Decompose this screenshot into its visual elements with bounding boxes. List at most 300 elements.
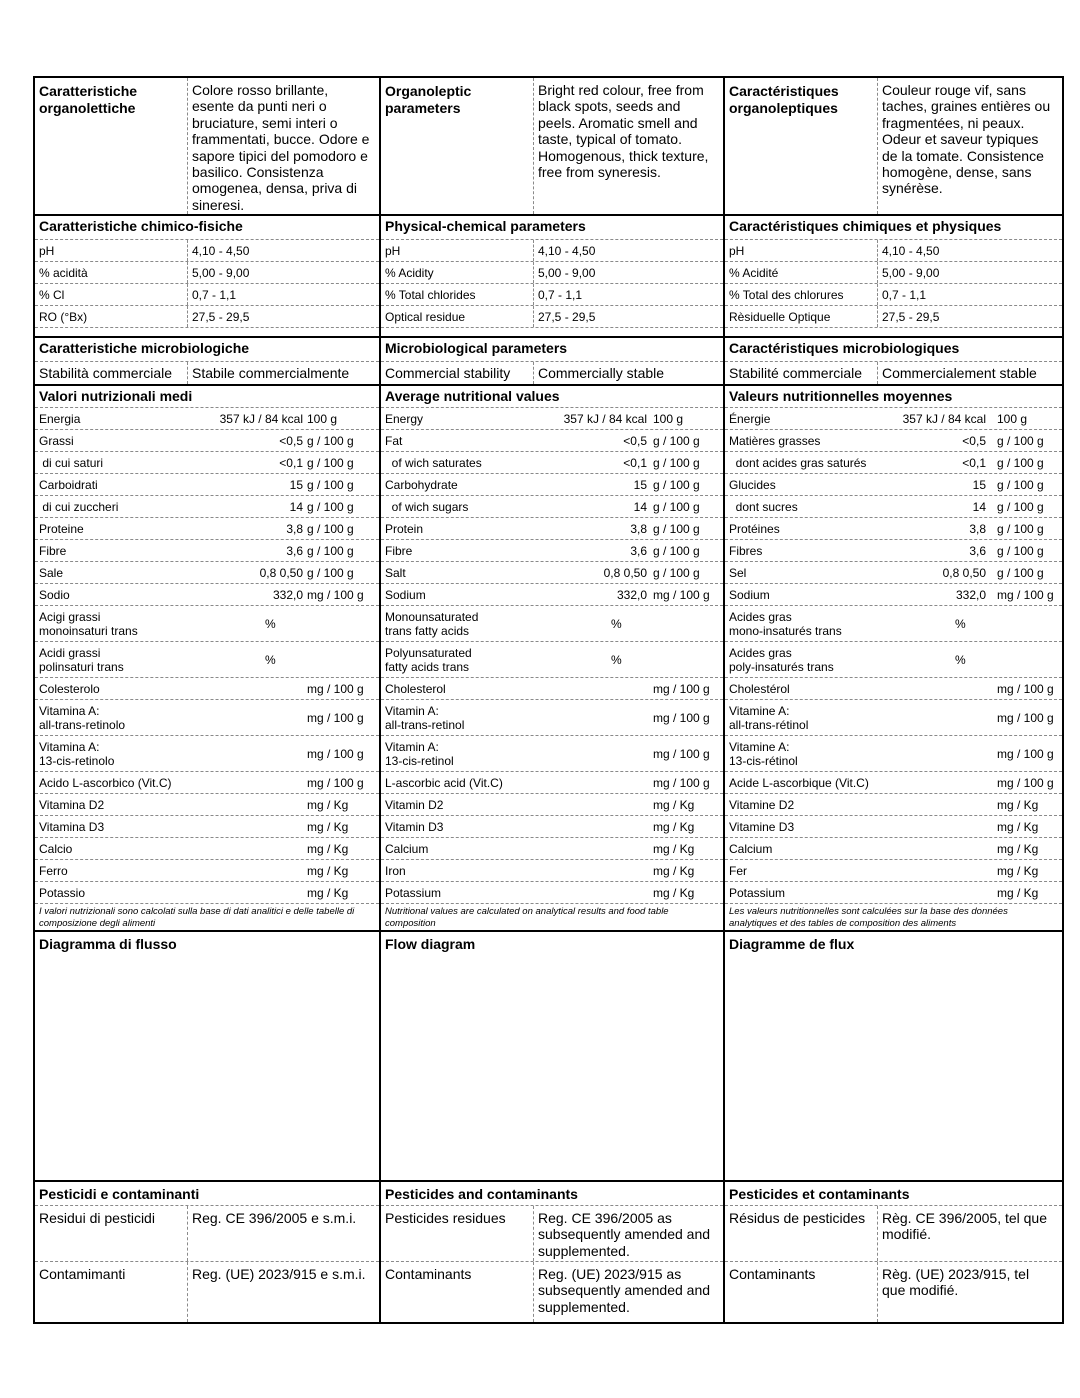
nutrient-label: Fibres — [729, 543, 763, 558]
nutrient-label-line1: Polyunsaturated — [385, 645, 472, 660]
nutrient-label: Vitamina D2 — [39, 797, 105, 812]
nutrient-value: 332,0 — [272, 587, 303, 602]
param-value: Commercially stable — [538, 365, 665, 381]
micro-header — [725, 338, 1062, 362]
param-value: 0,7 - 1,1 — [882, 287, 927, 302]
param-label: % acidità — [39, 265, 88, 280]
nutrition-row — [725, 838, 1062, 860]
section-title: Diagramme de flux — [729, 936, 855, 952]
nutrition-row — [381, 584, 723, 606]
nutrient-value: 3,6 — [630, 543, 647, 558]
nutrient-unit: mg / 100 g — [653, 681, 710, 696]
nutrient-unit: mg / Kg — [307, 819, 349, 834]
nutrient-value: 15 — [633, 477, 647, 492]
nutrient-label: dont sucres — [729, 499, 798, 514]
chem-row — [35, 284, 379, 306]
nutrient-label: Acido L-ascorbico (Vit.C) — [39, 775, 172, 790]
pesticides-row — [35, 1262, 379, 1322]
nutrient-label-line2: 13-cis-rétinol — [729, 753, 798, 768]
nutrient-value: 357 kJ / 84 kcal — [902, 411, 986, 426]
param-value: 5,00 - 9,00 — [538, 265, 596, 280]
nutrient-label: Colesterolo — [39, 681, 100, 696]
nutrition-row — [381, 816, 723, 838]
nutrient-unit: % — [955, 652, 966, 667]
nutrient-unit: % — [955, 616, 966, 631]
flow-diagram-section — [35, 932, 379, 1182]
nutrient-value: 3,6 — [969, 543, 986, 558]
nutrient-label: Protéines — [729, 521, 780, 536]
nutrition-row — [381, 882, 723, 904]
nutrient-value: 14 — [972, 499, 986, 514]
organoleptic-title: Caratteristiche organolettiche — [39, 83, 138, 116]
nutrition-row — [725, 540, 1062, 562]
nutrient-label-line2: all-trans-retinolo — [39, 717, 126, 732]
nutrition-row — [725, 430, 1062, 452]
param-label: Contamimanti — [39, 1266, 126, 1282]
nutrient-label: Vitamin D2 — [385, 797, 444, 812]
chem-row — [381, 284, 723, 306]
nutrient-label: Cholesterol — [385, 681, 446, 696]
nutrient-unit: g / 100 g — [653, 455, 700, 470]
column-en — [379, 78, 723, 1322]
nutrition-row — [381, 474, 723, 496]
nutrition-row — [35, 496, 379, 518]
nutrient-label: Salt — [385, 565, 406, 580]
param-value: Règ. (UE) 2023/915, tel que modifié. — [882, 1266, 1030, 1299]
nutrient-unit: mg / 100 g — [653, 746, 710, 761]
nutrition-row — [35, 474, 379, 496]
organoleptic-section — [725, 78, 1062, 216]
column-it — [35, 78, 379, 1322]
nutrient-unit: 100 g — [997, 411, 1028, 426]
chem-phys-header — [35, 216, 379, 240]
section-title: Pesticides et contaminants — [729, 1186, 910, 1202]
nutrient-value: 357 kJ / 84 kcal — [563, 411, 647, 426]
nutrient-unit: g / 100 g — [653, 433, 700, 448]
nutrient-label: Fat — [385, 433, 403, 448]
param-label: Stabilità commerciale — [39, 365, 173, 381]
param-value: 4,10 - 4,50 — [538, 243, 596, 258]
param-label: Résidus de pesticides — [729, 1210, 866, 1226]
nutrient-value: 3,6 — [286, 543, 303, 558]
nutrient-label-line1: Vitamina A: — [39, 703, 100, 718]
nutrition-row — [35, 408, 379, 430]
nutrition-row — [35, 838, 379, 860]
param-value: 0,7 - 1,1 — [192, 287, 237, 302]
nutrition-row-vitamin — [725, 700, 1062, 736]
nutrient-unit: mg / 100 g — [307, 710, 364, 725]
nutrition-row — [381, 838, 723, 860]
param-value: 27,5 - 29,5 — [882, 309, 940, 324]
micro-row — [35, 362, 379, 386]
param-label: % Acidity — [385, 265, 434, 280]
param-value: Reg. (UE) 2023/915 e s.m.i. — [192, 1266, 366, 1282]
nutrient-unit: mg / Kg — [997, 841, 1039, 856]
flow-diagram-section — [381, 932, 723, 1182]
section-title: Pesticidi e contaminanti — [39, 1186, 200, 1202]
spacer-row — [725, 328, 1062, 338]
pesticides-row — [725, 1206, 1062, 1262]
nutrient-unit: g / 100 g — [653, 543, 700, 558]
pesticides-row — [725, 1262, 1062, 1322]
nutrient-unit: % — [611, 616, 622, 631]
param-label: pH — [385, 243, 401, 258]
pesticides-row — [35, 1206, 379, 1262]
nutrition-row — [381, 540, 723, 562]
section-title: Caratteristiche chimico-fisiche — [39, 218, 243, 234]
nutrition-row — [725, 584, 1062, 606]
pesticides-row — [381, 1262, 723, 1322]
nutrient-label-line2: all-trans-rétinol — [729, 717, 809, 732]
organoleptic-title: Caractéristiques organoleptiques — [729, 83, 839, 116]
chem-row — [381, 306, 723, 328]
nutrient-unit: 100 g — [653, 411, 684, 426]
nutrient-value: <0,1 — [623, 455, 647, 470]
nutrient-unit: mg / Kg — [307, 841, 349, 856]
pesticides-row — [381, 1206, 723, 1262]
nutrition-row-vitamin — [35, 736, 379, 772]
nutrition-row — [35, 882, 379, 904]
nutrient-label: Potassio — [39, 885, 86, 900]
nutrition-row-vitamin — [35, 700, 379, 736]
chem-row — [381, 240, 723, 262]
nutrient-label: Grassi — [39, 433, 74, 448]
nutrient-unit: mg / Kg — [307, 797, 349, 812]
nutrient-unit: g / 100 g — [307, 543, 354, 558]
footnote-text: Les valeurs nutritionnelles sont calculées sur la base des données analytiques et des tables de composition des aliments — [729, 906, 1008, 929]
nutrient-label-line1: Acidi grassi — [39, 645, 101, 660]
micro-row — [381, 362, 723, 386]
section-title: Diagramma di flusso — [39, 936, 177, 952]
nutrition-row — [725, 678, 1062, 700]
param-value: 5,00 - 9,00 — [192, 265, 250, 280]
nutrient-label-line2: polinsaturi trans — [39, 659, 124, 674]
param-label: pH — [729, 243, 745, 258]
nutrient-label: Energy — [385, 411, 424, 426]
chem-row — [35, 240, 379, 262]
nutrition-row — [35, 540, 379, 562]
nutrition-row — [381, 794, 723, 816]
nutrition-row — [725, 496, 1062, 518]
nutrient-label-line2: mono-insaturés trans — [729, 623, 842, 638]
chem-row — [725, 306, 1062, 328]
nutrient-label-line1: Monounsaturated — [385, 609, 479, 624]
pesticides-header — [35, 1182, 379, 1206]
param-value: Commercialement stable — [882, 365, 1037, 381]
nutrient-value: <0,1 — [279, 455, 303, 470]
nutrient-unit: g / 100 g — [307, 433, 354, 448]
nutrition-row — [725, 860, 1062, 882]
nutrient-unit: g / 100 g — [307, 477, 354, 492]
organoleptic-section — [381, 78, 723, 216]
param-label: % Cl — [39, 287, 65, 302]
param-label: Stabilité commerciale — [729, 365, 863, 381]
nutrient-unit: g / 100 g — [307, 455, 354, 470]
nutrient-label: Energia — [39, 411, 81, 426]
section-title: Valeurs nutritionnelles moyennes — [729, 388, 953, 404]
param-value: 27,5 - 29,5 — [538, 309, 596, 324]
nutrient-value: 3,8 — [630, 521, 647, 536]
nutrition-row — [35, 816, 379, 838]
param-label: % Acidité — [729, 265, 779, 280]
nutrient-unit: g / 100 g — [997, 455, 1044, 470]
nutrient-unit: mg / Kg — [307, 863, 349, 878]
organoleptic-text: Colore rosso brillante, esente da punti neri o bruciature, semi interi o frammentati, bucce. Odore e sapore tipici del pomodoro e basilico. Consistenza omogenea, densa, priva di sineresi. — [192, 82, 370, 213]
nutrition-row — [381, 562, 723, 584]
nutrient-value: 3,8 — [286, 521, 303, 536]
section-title: Caratteristiche microbiologiche — [39, 340, 250, 356]
nutrient-label: Sodium — [729, 587, 770, 602]
spacer-row — [381, 328, 723, 338]
nutrient-label: Calcium — [729, 841, 773, 856]
nutrition-row-trans — [35, 642, 379, 678]
nutrient-label: L-ascorbic acid (Vit.C) — [385, 775, 503, 790]
nutrient-label: Calcium — [385, 841, 429, 856]
nutrition-row — [35, 678, 379, 700]
nutrient-label-line1: Vitamina A: — [39, 739, 100, 754]
nutrient-unit: g / 100 g — [997, 565, 1044, 580]
chem-row — [381, 262, 723, 284]
nutrient-unit: g / 100 g — [307, 521, 354, 536]
column-fr — [723, 78, 1062, 1322]
nutrition-row — [35, 430, 379, 452]
nutrition-note — [725, 904, 1062, 932]
nutrient-label: Potassium — [385, 885, 442, 900]
param-label: % Total des chlorures — [729, 287, 844, 302]
param-value: Stabile commercialmente — [192, 365, 350, 381]
nutrient-label-line1: Vitamine A: — [729, 703, 790, 718]
nutrient-label: Sel — [729, 565, 747, 580]
param-value: 0,7 - 1,1 — [538, 287, 583, 302]
nutrient-label: Vitamine D2 — [729, 797, 795, 812]
nutrient-value: <0,1 — [962, 455, 986, 470]
nutrient-unit: mg / 100 g — [653, 710, 710, 725]
nutrient-unit: g / 100 g — [997, 499, 1044, 514]
param-value: Reg. CE 396/2005 e s.m.i. — [192, 1210, 357, 1226]
chem-row — [725, 240, 1062, 262]
nutrient-value: 357 kJ / 84 kcal — [219, 411, 303, 426]
nutrition-row-trans — [725, 606, 1062, 642]
nutrient-label: di cui zuccheri — [39, 499, 119, 514]
nutrient-label: Protein — [385, 521, 424, 536]
nutrient-unit: g / 100 g — [997, 477, 1044, 492]
nutrient-label: Matières grasses — [729, 433, 821, 448]
param-label: % Total chlorides — [385, 287, 476, 302]
nutrient-label: of wich saturates — [385, 455, 482, 470]
nutrition-row — [381, 678, 723, 700]
organoleptic-text: Bright red colour, free from black spots, seeds and peels. Aromatic smell and taste, typical of tomato. Homogenous, thick texture, free from syneresis. — [538, 82, 709, 181]
nutrient-unit: g / 100 g — [997, 543, 1044, 558]
chem-row — [725, 262, 1062, 284]
param-label: Pesticides residues — [385, 1210, 506, 1226]
nutrition-row — [725, 816, 1062, 838]
nutrition-row — [35, 452, 379, 474]
nutrient-unit: mg / Kg — [653, 841, 695, 856]
nutrient-label: Calcio — [39, 841, 73, 856]
nutrient-label: Potassium — [729, 885, 786, 900]
nutrient-value: 332,0 — [955, 587, 986, 602]
chem-phys-header — [725, 216, 1062, 240]
micro-header — [381, 338, 723, 362]
param-label: Contaminants — [385, 1266, 472, 1282]
nutrition-header — [35, 386, 379, 408]
nutrient-label: Ferro — [39, 863, 68, 878]
nutrition-row — [381, 496, 723, 518]
section-title: Valori nutrizionali medi — [39, 388, 193, 404]
nutrient-label-line1: Acides gras — [729, 645, 792, 660]
nutrient-unit: g / 100 g — [307, 565, 354, 580]
nutrient-unit: % — [265, 652, 276, 667]
nutrient-label: Vitamin D3 — [385, 819, 444, 834]
pesticides-header — [381, 1182, 723, 1206]
nutrition-row — [381, 518, 723, 540]
nutrient-unit: mg / 100 g — [997, 710, 1054, 725]
nutrition-row — [35, 584, 379, 606]
param-label: Optical residue — [385, 309, 466, 324]
nutrient-label-line2: all-trans-retinol — [385, 717, 465, 732]
nutrition-row-vitamin — [381, 700, 723, 736]
param-value: Règ. CE 396/2005, tel que modifié. — [882, 1210, 1048, 1243]
nutrient-unit: mg / 100 g — [997, 775, 1054, 790]
nutrition-row — [725, 772, 1062, 794]
nutrient-label: Sodium — [385, 587, 426, 602]
nutrient-unit: mg / 100 g — [653, 587, 710, 602]
param-value: 5,00 - 9,00 — [882, 265, 940, 280]
chem-row — [725, 284, 1062, 306]
nutrition-row — [725, 518, 1062, 540]
nutrient-unit: mg / 100 g — [997, 587, 1054, 602]
nutrient-unit: mg / 100 g — [653, 775, 710, 790]
nutrient-value: 0,8 0,50 — [603, 565, 647, 580]
nutrient-unit: g / 100 g — [997, 433, 1044, 448]
nutrition-header — [725, 386, 1062, 408]
nutrition-row-vitamin — [381, 736, 723, 772]
param-label: Commercial stability — [385, 365, 511, 381]
nutrient-value: <0,5 — [623, 433, 647, 448]
footnote-text: I valori nutrizionali sono calcolati sulla base di dati analitici e delle tabelle di composizione degli alimenti — [39, 906, 355, 929]
nutrient-unit: mg / Kg — [653, 885, 695, 900]
nutrient-label-line1: Acigi grassi — [39, 609, 101, 624]
nutrient-label: Cholestérol — [729, 681, 790, 696]
param-label: Contaminants — [729, 1266, 816, 1282]
nutrient-unit: g / 100 g — [653, 565, 700, 580]
nutrition-row — [381, 408, 723, 430]
nutrient-value: 14 — [289, 499, 303, 514]
nutrient-unit: mg / 100 g — [997, 681, 1054, 696]
nutrition-row — [35, 772, 379, 794]
section-title: Average nutritional values — [385, 388, 560, 404]
spacer-row — [35, 328, 379, 338]
nutrition-row — [381, 452, 723, 474]
param-value: Reg. (UE) 2023/915 as subsequently amended and supplemented. — [538, 1266, 711, 1315]
nutrition-row — [35, 518, 379, 540]
section-title: Caractéristiques microbiologiques — [729, 340, 960, 356]
nutrient-unit: mg / Kg — [307, 885, 349, 900]
param-label: Rèsiduelle Optique — [729, 309, 831, 324]
nutrition-row-vitamin — [725, 736, 1062, 772]
nutrition-row — [725, 452, 1062, 474]
nutrient-value: 0,8 0,50 — [942, 565, 986, 580]
nutrient-label: Sodio — [39, 587, 70, 602]
nutrient-unit: mg / 100 g — [307, 775, 364, 790]
nutrient-unit: mg / Kg — [653, 797, 695, 812]
nutrition-row — [725, 794, 1062, 816]
nutrient-label: Carbohydrate — [385, 477, 458, 492]
nutrient-label-line1: Vitamin A: — [385, 739, 439, 754]
nutrition-row — [35, 860, 379, 882]
nutrient-value: 332,0 — [616, 587, 647, 602]
nutrient-unit: mg / Kg — [653, 819, 695, 834]
param-value: Reg. CE 396/2005 as subsequently amended and supplemented. — [538, 1210, 711, 1259]
nutrient-label: Glucides — [729, 477, 776, 492]
param-value: 4,10 - 4,50 — [882, 243, 940, 258]
nutrient-value: 3,8 — [969, 521, 986, 536]
nutrient-unit: g / 100 g — [653, 521, 700, 536]
nutrient-label: Acide L-ascorbique (Vit.C) — [729, 775, 869, 790]
nutrient-unit: 100 g — [307, 411, 338, 426]
pesticides-header — [725, 1182, 1062, 1206]
nutrition-row-trans — [35, 606, 379, 642]
nutrient-unit: g / 100 g — [653, 499, 700, 514]
nutrition-row-trans — [381, 642, 723, 678]
nutrient-value: <0,5 — [279, 433, 303, 448]
nutrition-note — [381, 904, 723, 932]
nutrient-unit: % — [265, 616, 276, 631]
micro-header — [35, 338, 379, 362]
nutrient-unit: g / 100 g — [653, 477, 700, 492]
chem-row — [35, 306, 379, 328]
nutrient-label: di cui saturi — [39, 455, 104, 470]
nutrient-label: Fer — [729, 863, 747, 878]
param-label: Residui di pesticidi — [39, 1210, 155, 1226]
organoleptic-title: Organoleptic parameters — [385, 83, 472, 116]
param-value: 27,5 - 29,5 — [192, 309, 250, 324]
nutrient-unit: g / 100 g — [307, 499, 354, 514]
nutrient-unit: mg / 100 g — [307, 681, 364, 696]
nutrition-row — [381, 860, 723, 882]
nutrition-header — [381, 386, 723, 408]
nutrient-unit: g / 100 g — [997, 521, 1044, 536]
nutrient-label: Carboidrati — [39, 477, 98, 492]
nutrition-row — [725, 408, 1062, 430]
nutrient-label-line2: poly-insaturés trans — [729, 659, 834, 674]
nutrient-label: Fibre — [39, 543, 67, 558]
nutrient-unit: mg / Kg — [997, 797, 1039, 812]
nutrient-label-line2: 13-cis-retinol — [385, 753, 454, 768]
nutrition-row — [725, 562, 1062, 584]
nutrient-unit: mg / 100 g — [307, 587, 364, 602]
nutrient-label: Iron — [385, 863, 406, 878]
nutrient-value: 15 — [289, 477, 303, 492]
flow-diagram-section — [725, 932, 1062, 1182]
nutrient-label-line2: monoinsaturi trans — [39, 623, 138, 638]
nutrition-row-trans — [381, 606, 723, 642]
nutrient-value: 14 — [633, 499, 647, 514]
spec-sheet-table — [33, 76, 1064, 1324]
nutrient-value: 15 — [972, 477, 986, 492]
nutrient-label-line2: fatty acids trans — [385, 659, 470, 674]
nutrient-label: dont acides gras saturés — [729, 455, 867, 470]
nutrient-unit: mg / Kg — [653, 863, 695, 878]
nutrient-unit: mg / Kg — [997, 885, 1039, 900]
nutrient-unit: mg / Kg — [997, 819, 1039, 834]
nutrient-value: <0,5 — [962, 433, 986, 448]
nutrient-unit: mg / 100 g — [307, 746, 364, 761]
section-title: Microbiological parameters — [385, 340, 568, 356]
nutrient-label-line2: trans fatty acids — [385, 623, 470, 638]
organoleptic-section — [35, 78, 379, 216]
section-title: Physical-chemical parameters — [385, 218, 586, 234]
